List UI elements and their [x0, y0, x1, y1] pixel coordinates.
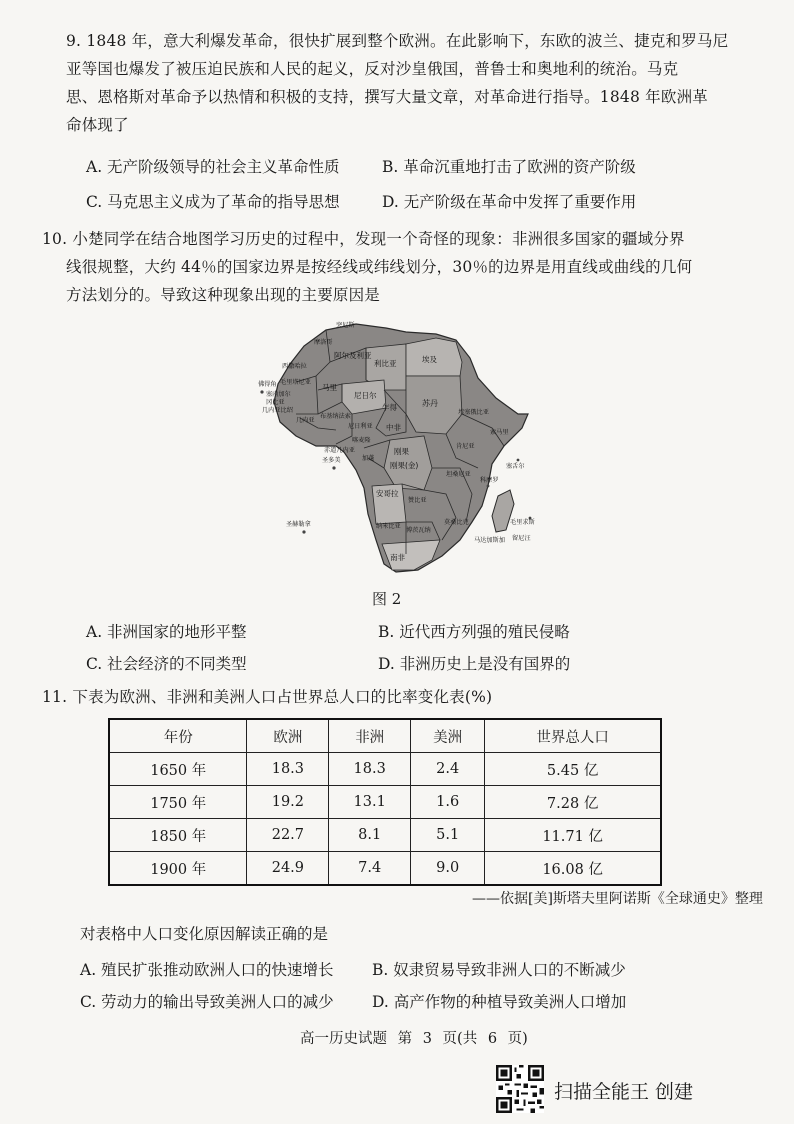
table-row	[109, 852, 661, 886]
scanner-label: 扫描全能王 创建	[554, 1081, 694, 1103]
label-tunisia: 突尼斯	[336, 322, 355, 329]
question-11-stem: 11. 下表为欧洲、非洲和美洲人口占世界总人口的比率变化表(%)	[42, 688, 493, 706]
label-burkina: 布基纳法索	[320, 413, 351, 420]
label-sudan: 苏丹	[422, 399, 438, 408]
scanner-watermark	[496, 1065, 792, 1117]
q9-option-a[interactable]: A. 无产阶级领导的社会主义革命性质	[86, 158, 340, 176]
label-gabon: 加蓬	[362, 455, 375, 462]
page-footer: 高一历史试题 第 3 页(共 6 页)	[300, 1031, 528, 1047]
q9-line: 命体现了	[66, 116, 129, 134]
label-morocco: 摩洛哥	[314, 339, 333, 346]
label-gambia: 冈比亚	[266, 399, 285, 406]
label-comoros: 科摩罗	[480, 477, 499, 484]
table-cell: 1900 年	[109, 852, 247, 886]
header-world-population: 世界总人口	[485, 719, 661, 753]
label-algeria: 阿尔及利亚	[334, 351, 372, 360]
table-row	[109, 786, 661, 819]
label-guinea: 几内亚	[296, 417, 315, 424]
label-senegal: 塞内加尔	[266, 391, 291, 398]
label-south-africa: 南非	[390, 553, 405, 562]
table-cell: 9.0	[411, 852, 485, 886]
figure-caption: 图 2	[372, 590, 402, 608]
q9-option-b[interactable]: B. 革命沉重地打击了欧洲的资产阶级	[382, 158, 636, 176]
table-cell: 13.1	[329, 786, 411, 819]
q11-option-b[interactable]: B. 奴隶贸易导致非洲人口的不断减少	[372, 961, 626, 979]
label-cape-verde: 佛得角	[258, 381, 277, 388]
q9-option-c[interactable]: C. 马克思主义成为了革命的指导思想	[86, 193, 340, 211]
q9-line: 思、恩格斯对革命予以热情和积极的支持，撰写大量文章，对革命进行指导。1848 年欧洲革	[66, 88, 708, 106]
table-header-row	[109, 719, 661, 753]
table-cell: 1850 年	[109, 819, 247, 852]
q11-question: 对表格中人口变化原因解读正确的是	[80, 925, 329, 943]
table-cell: 5.45 亿	[485, 753, 661, 786]
header-year: 年份	[109, 719, 247, 753]
question-9-stem	[66, 27, 732, 139]
q10-line: 方法划分的。导致这种现象出现的主要原因是	[66, 286, 381, 304]
table-cell: 16.08 亿	[485, 852, 661, 886]
label-namibia: 纳米比亚	[376, 523, 401, 530]
label-tanzania: 坦桑尼亚	[446, 471, 471, 478]
cape-verde-island	[260, 390, 263, 393]
table-cell: 2.4	[411, 753, 485, 786]
label-angola: 安哥拉	[376, 489, 399, 498]
table-source: ——依据[美]斯塔夫里阿诺斯《全球通史》整理	[472, 891, 763, 907]
q11-option-a[interactable]: A. 殖民扩张推动欧洲人口的快速增长	[80, 961, 334, 979]
table-cell: 1650 年	[109, 753, 247, 786]
q9-line: 9. 1848 年，意大利爆发革命，很快扩展到整个欧洲。在此影响下，东欧的波兰、捷克和罗马尼	[66, 32, 729, 50]
table-cell: 5.1	[411, 819, 485, 852]
table-cell: 7.28 亿	[485, 786, 661, 819]
label-drc: 刚果(金)	[390, 461, 419, 470]
header-americas: 美洲	[411, 719, 485, 753]
label-eq-guinea: 赤道几内亚	[324, 447, 355, 454]
label-madagascar: 马达加斯加	[474, 537, 505, 544]
sao-tome-island	[332, 466, 335, 469]
table-cell: 18.3	[247, 753, 329, 786]
table-cell: 7.4	[329, 852, 411, 886]
label-mozambique: 莫桑比克	[444, 519, 469, 526]
label-somalia: 索马里	[490, 429, 509, 436]
label-guinea-bissau: 几内亚比绍	[262, 407, 293, 414]
label-st-helena: 圣赫勒拿	[286, 521, 311, 528]
label-zambia: 赞比亚	[408, 497, 427, 504]
q11-option-d[interactable]: D. 高产作物的种植导致美洲人口增加	[372, 993, 627, 1011]
q9-line: 亚等国也爆发了被压迫民族和人民的起义，反对沙皇俄国，普鲁士和奥地利的统治。马克	[66, 60, 679, 78]
q10-line: 10. 小楚同学在结合地图学习历史的过程中，发现一个奇怪的现象：非洲很多国家的疆域分界	[42, 230, 685, 248]
q10-option-c[interactable]: C. 社会经济的不同类型	[86, 655, 247, 673]
table-cell: 24.9	[247, 852, 329, 886]
label-kenya: 肯尼亚	[456, 443, 475, 450]
label-mali: 马里	[322, 383, 337, 392]
q9-option-d[interactable]: D. 无产阶级在革命中发挥了重要作用	[382, 193, 637, 211]
population-table	[108, 718, 662, 886]
q10-line: 线很规整，大约 44％的国家边界是按经线或纬线划分，30％的边界是用直线或曲线的几何	[66, 258, 693, 276]
label-congo: 刚果	[394, 447, 409, 456]
label-botswana: 博茨瓦纳	[406, 527, 431, 534]
q10-option-b[interactable]: B. 近代西方列强的殖民侵略	[378, 623, 570, 641]
label-chad: 乍得	[382, 403, 397, 412]
table-cell: 1750 年	[109, 786, 247, 819]
table-cell: 22.7	[247, 819, 329, 852]
label-egypt: 埃及	[422, 355, 437, 364]
comoros-island	[487, 485, 490, 488]
q10-option-a[interactable]: A. 非洲国家的地形平整	[86, 623, 247, 641]
label-reunion: 留尼汪	[512, 535, 531, 542]
table-row	[109, 819, 661, 852]
africa-map-svg	[256, 318, 536, 580]
header-africa: 非洲	[329, 719, 411, 753]
label-mauritania: 毛里塔尼亚	[280, 379, 311, 386]
label-niger: 尼日尔	[354, 391, 377, 400]
st-helena-island	[302, 530, 305, 533]
label-cameroon: 喀麦隆	[352, 437, 371, 444]
q11-option-c[interactable]: C. 劳动力的输出导致美洲人口的减少	[80, 993, 334, 1011]
label-nigeria: 尼日利亚	[348, 423, 373, 430]
table-cell: 11.71 亿	[485, 819, 661, 852]
label-seychelles: 塞舌尔	[506, 463, 525, 470]
label-ethiopia: 埃塞俄比亚	[458, 409, 489, 416]
africa-map	[256, 318, 536, 580]
header-europe: 欧洲	[247, 719, 329, 753]
q10-option-d[interactable]: D. 非洲历史上是没有国界的	[378, 655, 571, 673]
label-car: 中非	[386, 423, 401, 432]
table-cell: 19.2	[247, 786, 329, 819]
table-cell: 8.1	[329, 819, 411, 852]
question-10-stem	[42, 225, 742, 309]
label-sao-tome: 圣多美	[322, 457, 341, 464]
label-libya: 利比亚	[374, 359, 397, 368]
label-western-sahara: 西撒哈拉	[282, 363, 307, 370]
table-row	[109, 753, 661, 786]
table-cell: 1.6	[411, 786, 485, 819]
qr-code-icon	[496, 1065, 544, 1113]
label-mauritius: 毛里求斯	[510, 519, 535, 526]
seychelles-island	[517, 459, 520, 462]
table-cell: 18.3	[329, 753, 411, 786]
